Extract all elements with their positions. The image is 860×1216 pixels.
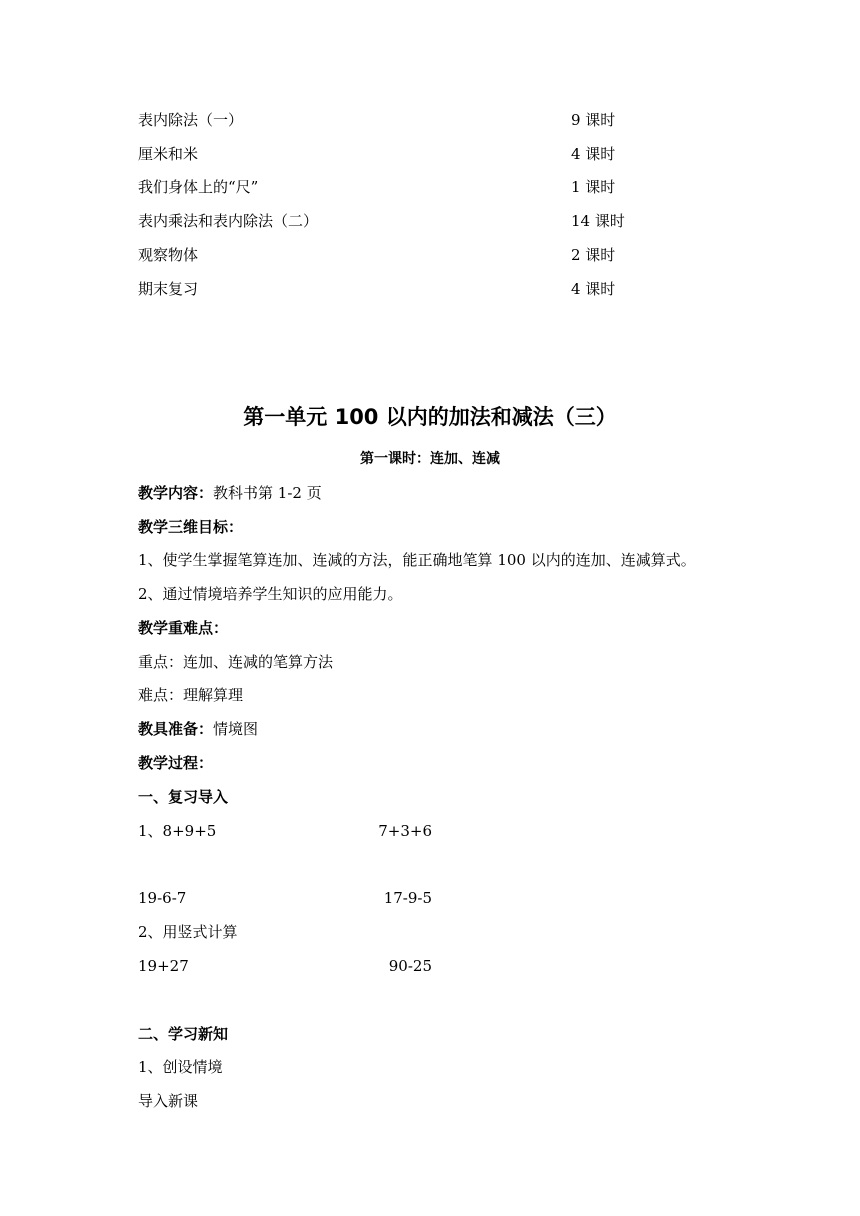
schedule-item-hours: 2 课时	[571, 246, 616, 264]
review-expression: 7+3+6	[378, 822, 432, 840]
review-expression: 17-9-5	[383, 889, 432, 907]
content-value: 教科书第 1-2 页	[213, 484, 322, 502]
step-heading: 1、创设情境	[138, 1058, 223, 1076]
process-heading: 教学过程：	[138, 754, 214, 772]
schedule-item-label: 期末复习	[138, 280, 199, 298]
review-expression: 90-25	[388, 957, 432, 975]
tools-line	[138, 719, 258, 739]
vertical-calc-label: 2、用竖式计算	[138, 923, 238, 941]
tools-label: 教具准备：	[138, 720, 214, 738]
section-new-heading: 二、学习新知	[138, 1025, 229, 1043]
schedule-item-label: 观察物体	[138, 246, 199, 264]
section-review-heading: 一、复习导入	[138, 788, 229, 806]
review-expression: 19+27	[138, 957, 189, 975]
difficulties-heading: 教学重难点：	[138, 619, 229, 637]
content-label: 教学内容：	[138, 484, 214, 502]
schedule-item-hours: 14 课时	[571, 212, 625, 230]
schedule-item-label: 我们身体上的“尺”	[138, 178, 259, 196]
lesson-title: 第一课时：连加、连减	[360, 451, 500, 467]
schedule-item-hours: 4 课时	[571, 145, 616, 163]
content-line	[138, 483, 322, 503]
goals-heading: 教学三维目标：	[138, 518, 244, 536]
tools-value: 情境图	[213, 720, 259, 738]
key-point: 重点：连加、连减的笔算方法	[138, 653, 334, 671]
schedule-item-hours: 1 课时	[571, 178, 616, 196]
goal-item: 2、通过情境培养学生知识的应用能力。	[138, 585, 403, 603]
schedule-item-label: 表内乘法和表内除法（二）	[138, 212, 319, 230]
unit-title: 第一单元 100 以内的加法和减法（三）	[243, 405, 617, 429]
goal-item: 1、使学生掌握笔算连加、连减的方法，能正确地笔算 100 以内的连加、连减算式。	[138, 551, 696, 569]
difficult-point: 难点：理解算理	[138, 686, 244, 704]
schedule-item-hours: 4 课时	[571, 280, 616, 298]
review-expression: 19-6-7	[138, 889, 187, 907]
schedule-item-hours: 9 课时	[571, 111, 616, 129]
schedule-item-label: 表内除法（一）	[138, 111, 244, 129]
review-expression: 1、8+9+5	[138, 822, 217, 840]
step-text: 导入新课	[138, 1092, 199, 1110]
schedule-item-label: 厘米和米	[138, 145, 199, 163]
